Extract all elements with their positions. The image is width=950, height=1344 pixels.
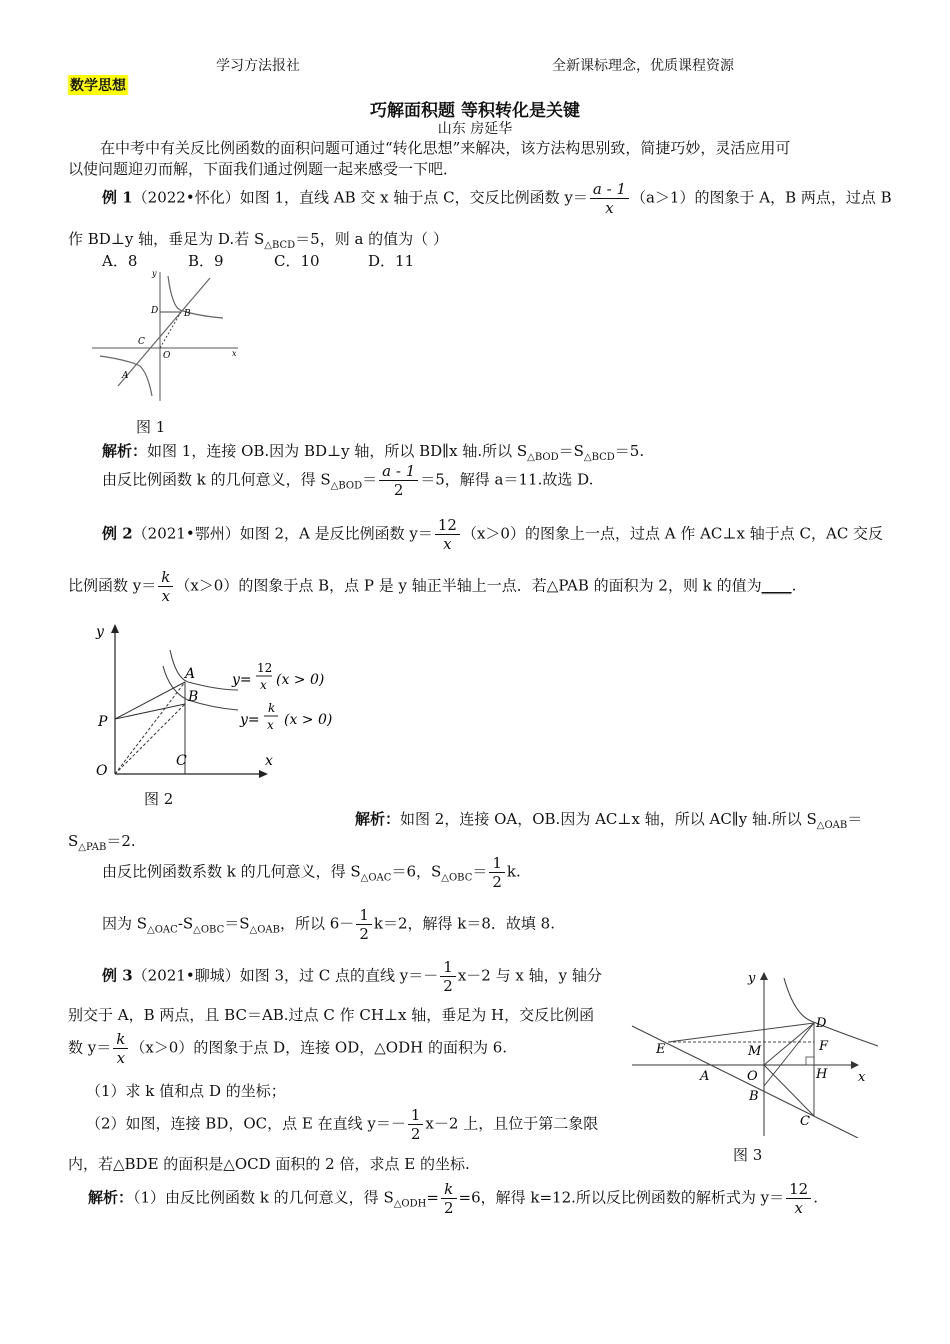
ex3-sol-frac2-num: 12 [786,1180,811,1199]
ex1-sol-sub-2: △BCD [583,452,615,463]
ex3-text-5: （x＞0）的图象于点 D，连接 OD，△ODH 的面积为 6. [130,1038,508,1057]
fig2-segment-oa [115,682,185,774]
figure-2 [88,620,348,780]
ex1-sol-text-1: 如图 1，连接 OB.因为 BD⊥y 轴，所以 BD∥x 轴.所以 S [147,442,528,460]
fig2-segment-pa [115,682,185,719]
ex2-text-1: （2021•鄂州）如图 2，A 是反比例函数 y＝ [132,524,433,543]
fig3-label-o: O [747,1069,758,1084]
ex2-text-4: （x＞0）的图象于点 B，点 P 是 y 轴正半轴上一点．若△PAB 的面积为 2，则 k 的值为 [175,576,762,595]
ex3-text-1: （2021•聊城）如图 3，过 C 点的直线 y＝－ [132,966,439,985]
ex2-fraction-2 [158,568,173,605]
ex1-option-d: D．11 [368,252,415,270]
ex3-q2-frac-num: 1 [408,1106,424,1125]
ex3-sol-text-1b: = [426,1188,439,1207]
ex1-sol-text-2b: ＝ [362,470,378,489]
ex2-frac1-den: x [443,535,452,553]
fig3-label-y: y [748,971,756,986]
header-left: 学习方法报社 [216,58,300,74]
ex3-frac2-den: x [116,1049,126,1067]
ex2-sol-frac1-num: 1 [489,854,505,873]
ex3-q2-fraction [408,1106,424,1143]
fig2-eq2-y: y= [240,712,260,728]
ex2-text-3: 比例函数 y＝ [68,576,157,595]
fig3-segment-ed [668,1023,814,1042]
ex2-sol-fraction-2 [356,906,372,943]
fig1-label-o: O [163,351,171,361]
ex2-frac1-num: 12 [435,516,460,535]
fig2-eq2-cond: (x > 0) [284,712,333,728]
fig2-segment-pb [115,704,185,719]
ex2-text-5: . [791,576,797,595]
fig3-segment-oc [764,1065,814,1116]
fig1-label-b: B [184,309,191,319]
ex3-question-2-cont: 内，若△BDE 的面积是△OCD 面积的 2 倍，求点 E 的坐标. [68,1155,470,1173]
ex2-sol-text-3: 因为 S [102,914,148,933]
fig3-label-b: B [749,1089,759,1104]
ex2-sol-frac2-den: 2 [359,925,369,943]
ex2-sol-sub-obc-2: △OBC [193,924,225,936]
ex3-sol-fraction-1 [441,1180,457,1217]
ex1-solution-line-1 [102,440,644,463]
ex3-solution-line-1 [88,1180,818,1217]
ex2-solution-line-2 [68,830,136,853]
ex1-sol-frac-num: a - 1 [379,462,418,481]
ex2-solution-line-4 [102,906,555,943]
fig3-segment-od [764,1023,814,1065]
ex1-sol-text-1c: ＝5. [614,442,645,460]
ex1-sub-bcd: △BCD [264,240,296,251]
fig2-eq2-den: x [267,718,274,732]
ex2-sol-sub-pab: △PAB [78,842,107,853]
ex2-sol-sub-obc: △OBC [441,872,473,884]
ex3-sol-sub-odh: △ODH [393,1198,427,1210]
fig1-segment-ob [160,312,181,348]
ex2-answer-blank[interactable]: ____ [761,576,792,595]
fig2-eq1-cond: (x > 0) [276,672,325,688]
fig2-caption: 图 2 [144,790,174,808]
ex2-sol-text-3b: -S [177,914,194,933]
ex3-sol-fraction-2 [786,1180,811,1217]
section-tag: 数学思想 [68,75,128,95]
fig3-segment-bd [764,1023,814,1086]
ex2-fraction-1 [435,516,460,553]
ex2-sol-text-3d: ，所以 6－ [280,914,355,933]
ex1-sol-sub-3: △BOD [330,480,363,492]
ex2-solution-line-1 [355,808,862,831]
ex3-frac2-num: k [113,1030,128,1049]
fig2-label-o: O [96,763,108,779]
ex2-sol-frac2-num: 1 [356,906,372,925]
ex3-sol-text-1: （1）由反比例函数 k 的几何意义，得 S [133,1188,394,1207]
fig1-label-c: C [138,337,145,347]
figure-3 [628,966,886,1138]
ex2-sol-frac1-den: 2 [492,873,502,891]
fig1-caption: 图 1 [136,418,166,436]
ex2-sol-text-2c: ＝ [472,862,488,881]
intro-line-2: 以使问题迎刃而解，下面我们通过例题一起来感受一下吧． [68,160,459,178]
ex2-solution-line-3 [102,854,521,891]
ex3-solution-label: 解析： [88,1188,134,1207]
article-title: 巧解面积题 等积转化是关键 [370,101,580,121]
fig1-line-ab [118,278,210,386]
ex2-sol-text-3e: k＝2，解得 k＝8．故填 8. [373,914,555,933]
ex2-sol-sub-oac-2: △OAC [147,924,178,936]
fig3-caption: 图 3 [733,1146,763,1164]
fig1-label-x: x [232,349,237,358]
fig3-label-x: x [858,1070,866,1085]
ex3-q2-text-b: x－2 上，且位于第二象限 [425,1114,599,1133]
ex2-sol-sub-1: △OAB [816,820,848,831]
ex3-label: 例 3 [102,966,133,985]
ex3-line-1 [102,958,602,995]
ex2-frac2-den: x [161,587,171,605]
ex1-sol-sub-1: △BOD [527,452,559,463]
ex1-sol-text-2c: ＝5，解得 a＝11.故选 D. [420,470,594,489]
ex2-sol-text-1c: S [68,832,79,850]
ex3-frac1-den: 2 [443,977,453,995]
fig2-eq2-num: k [268,701,276,715]
fig3-label-a: A [700,1069,710,1084]
ex3-frac1-num: 1 [440,958,456,977]
ex1-fraction [590,180,629,217]
ex3-sol-frac1-den: 2 [443,1199,454,1217]
ex2-solution-label: 解析： [355,810,401,828]
ex3-fraction-2 [113,1030,128,1067]
ex1-sol-text-2: 由反比例函数 k 的几何意义，得 S [102,470,331,489]
fig2-label-a: A [185,666,196,682]
fig3-right-angle [806,1057,814,1065]
ex1-sol-frac-den: 2 [393,481,404,499]
ex3-question-2 [86,1106,598,1143]
fig1-label-y: y [152,269,157,278]
fig2-label-y: y [96,624,104,640]
ex3-question-1: （1）求 k 值和点 D 的坐标； [86,1082,286,1100]
ex1-solution-line-2 [102,462,593,499]
ex1-text-1: （2022•怀化）如图 1，直线 AB 交 x 轴于点 C，交反比例函数 y＝ [132,188,588,207]
ex3-sol-frac1-num: k [441,1180,457,1199]
ex2-sol-text-1d: ＝2. [106,832,136,850]
ex1-line-1 [102,180,892,217]
ex2-sol-text-1b: ＝ [847,810,863,828]
ex2-sol-text-2b: ＝6，S [391,862,442,881]
figure-1 [88,266,248,406]
ex1-sol-text-1b: ＝S [558,442,584,460]
ex2-sol-text-2d: k. [506,862,521,881]
fig3-label-e: E [656,1042,666,1057]
ex3-line-3 [68,1030,507,1067]
ex3-q2-text-a: （2）如图，连接 BD，OC，点 E 在直线 y＝－ [86,1114,406,1133]
ex2-line-2 [68,568,796,605]
ex1-text-2: （a＞1）的图象于 A，B 两点，过点 B [630,188,892,207]
ex3-q2-frac-den: 2 [410,1125,421,1143]
header-right: 全新课标理念，优质课程资源 [552,58,734,74]
fig2-eq1-den: x [260,678,267,692]
fig3-x-arrow [851,1061,859,1069]
ex3-sol-frac2-den: x [794,1199,803,1217]
article-author: 山东 房延华 [437,121,513,137]
fig3-y-arrow [760,972,768,980]
ex1-option-c: C．10 [274,252,320,270]
ex2-label: 例 2 [102,524,133,543]
ex3-text-2: x－2 与 x 轴，y 轴分 [457,966,602,985]
fig2-x-arrow [259,770,268,778]
fig2-eq1-num: 12 [257,661,273,675]
ex1-text-4: ＝5，则 a 的值为（ ） [295,230,448,248]
ex3-sol-text-1d: . [813,1188,819,1207]
fig2-label-x: x [265,753,273,769]
fig2-label-b: B [188,689,199,705]
fig1-label-a: A [122,371,129,381]
fig2-label-c: C [176,753,187,769]
ex2-sol-text-2: 由反比例函数系数 k 的几何意义，得 S [102,862,361,881]
ex2-sol-text-3c: ＝S [224,914,250,933]
ex2-sol-text-1: 如图 2，连接 OA，OB.因为 AC⊥x 轴，所以 AC∥y 轴.所以 S [400,810,817,828]
fig1-label-d: D [151,306,159,316]
fig2-eq1-y: y= [232,672,252,688]
ex2-sol-fraction-1 [489,854,505,891]
ex1-solution-label: 解析： [102,442,148,460]
ex2-sol-sub-oab: △OAB [249,924,280,936]
ex1-option-b: B．9 [188,252,224,270]
fig2-segment-ob [115,704,185,774]
fig3-label-f: F [819,1039,829,1054]
fig2-y-arrow [111,624,119,633]
ex1-frac-num: a - 1 [590,180,629,199]
ex1-line-2 [68,228,448,251]
ex2-sol-sub-oac: △OAC [360,872,392,884]
intro-line-1: 在中考中有关反比例函数的面积问题可通过“转化思想”来解决，该方法构思别致，简捷巧妙，灵活应用可 [100,139,791,157]
fig3-label-h: H [816,1067,828,1082]
fig3-label-c: C [800,1114,810,1129]
ex3-line-2: 别交于 A，B 两点，且 BC＝AB.过点 C 作 CH⊥x 轴，垂足为 H，交反比例函 [68,1006,595,1024]
ex1-frac-den: x [605,199,614,217]
ex1-option-a: A．8 [102,252,138,270]
ex1-label: 例 1 [102,188,133,207]
ex1-text-3: 作 BD⊥y 轴，垂足为 D.若 S [68,230,265,248]
ex3-fraction-1 [440,958,456,995]
ex2-line-1 [102,516,883,553]
fig3-label-m: M [748,1044,762,1059]
ex2-frac2-num: k [158,568,173,587]
ex2-text-2: （x＞0）的图象上一点，过点 A 作 AC⊥x 轴于点 C，AC 交反 [461,524,884,543]
fig3-label-d: D [816,1016,827,1031]
ex3-sol-text-1c: =6，解得 k=12.所以反比例函数的解析式为 y＝ [458,1188,785,1207]
ex1-sol-fraction [379,462,418,499]
fig2-label-p: P [98,714,108,730]
ex3-text-4: 数 y＝ [68,1038,112,1057]
